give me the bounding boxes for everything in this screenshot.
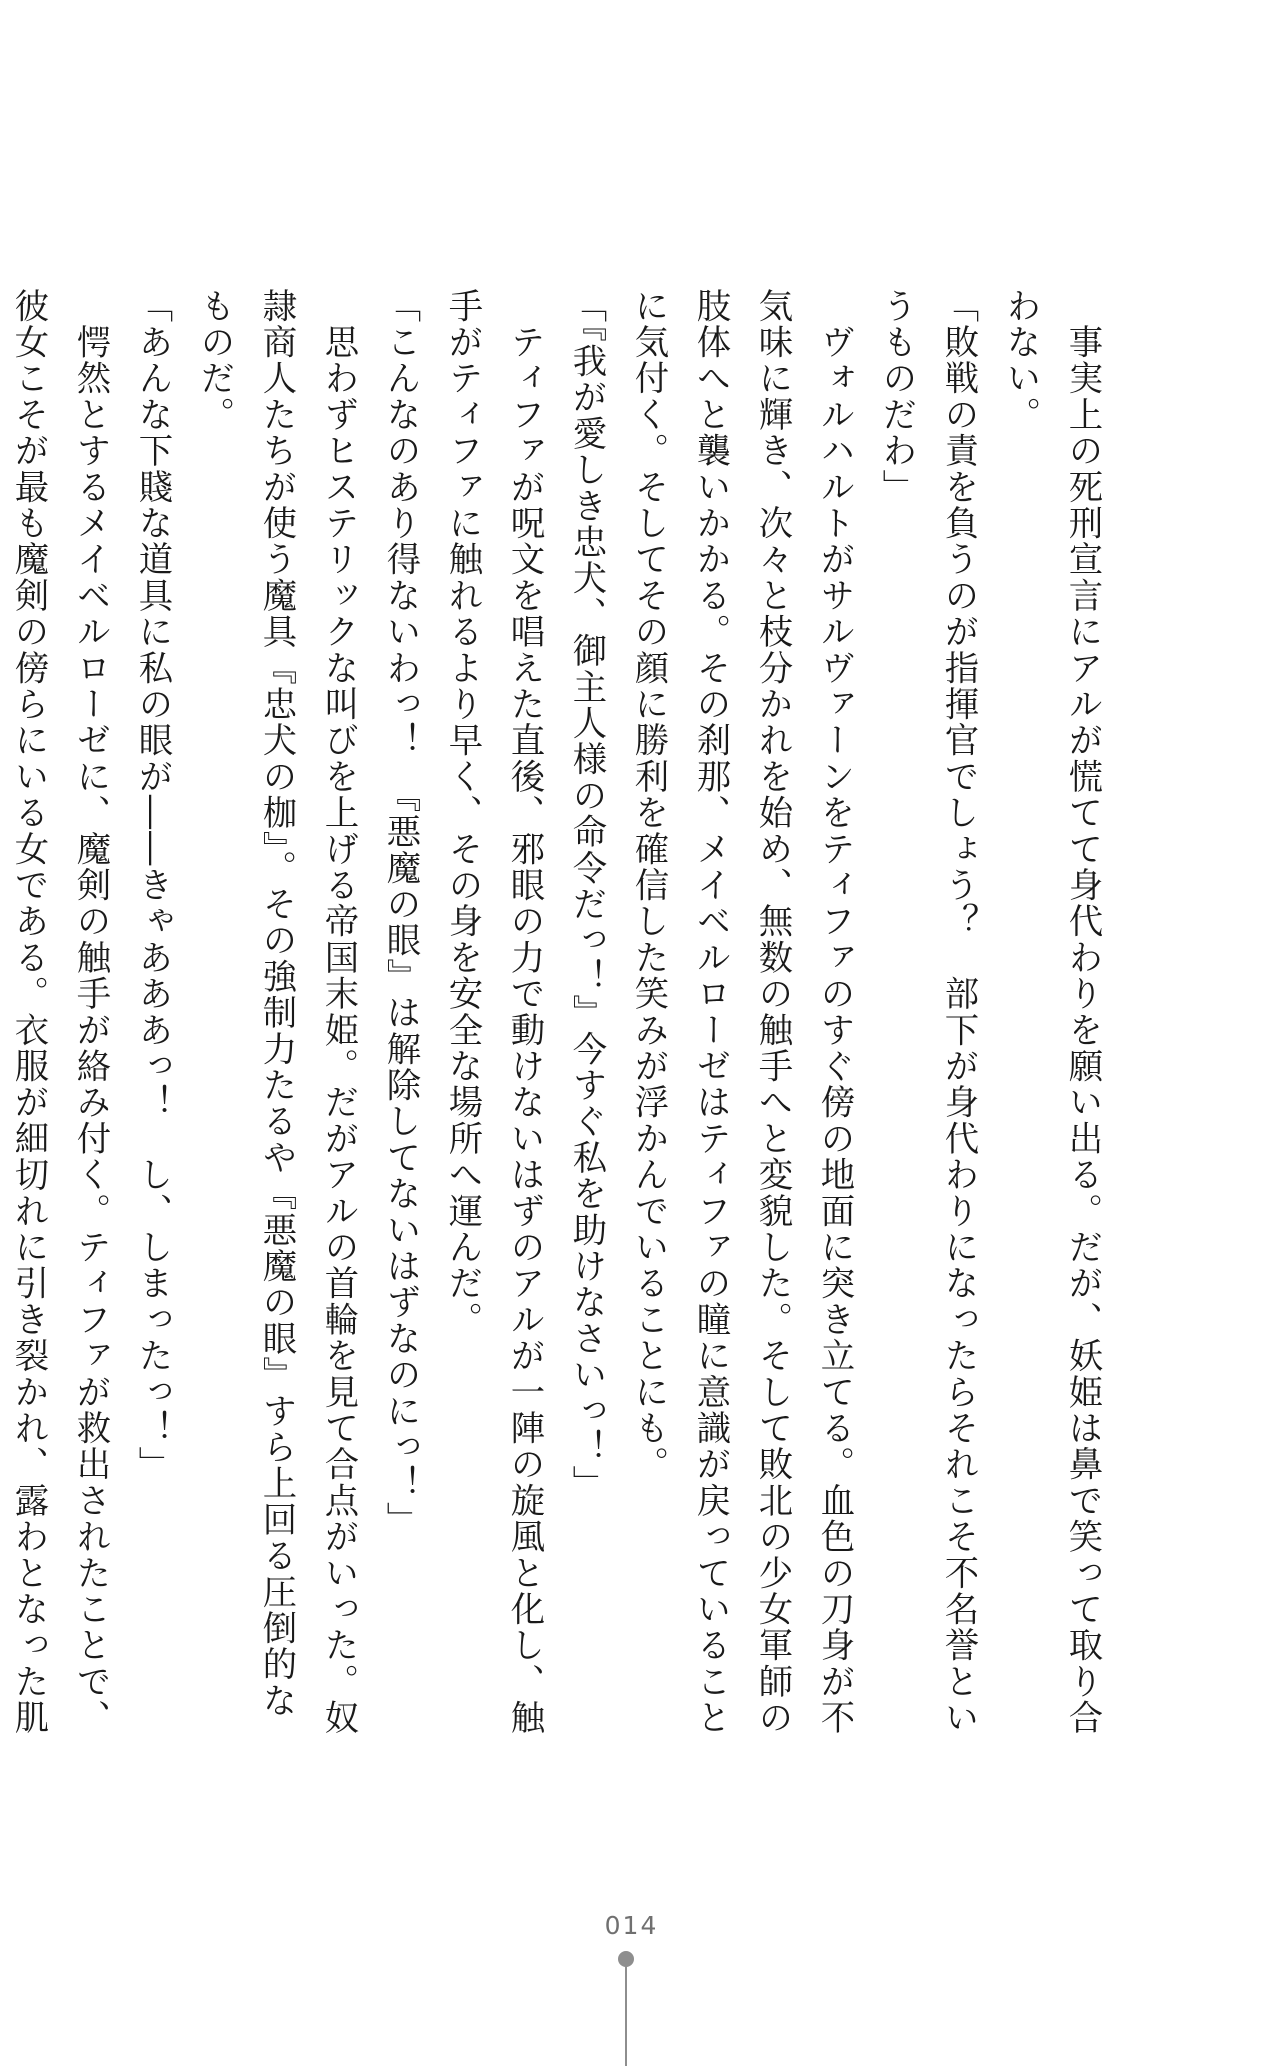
text-line: 「『我が愛しき忠犬、御主人様の命令だっ！』今すぐ私を助けなさいっ！」 bbox=[566, 288, 606, 1502]
text-line: 気味に輝き、次々と枝分かれを始め、無数の触手へと変貌した。そして敗北の少女軍師の bbox=[752, 288, 792, 1736]
text-line: ヴォルハルトがサルヴァーンをティファのすぐ傍の地面に突き立てる。血色の刀身が不 bbox=[814, 288, 854, 1736]
text-line: 「敗戦の責を負うのが指揮官でしょう？ 部下が身代わりになったらそれこそ不名誉とい bbox=[938, 288, 978, 1736]
text-line: ティファが呪文を唱えた直後、邪眼の力で動けないはずのアルが一陣の旋風と化し、触 bbox=[504, 288, 544, 1736]
text-line: 「こんなのあり得ないわっ！ 『悪魔の眼』は解除してないはずなのにっ！」 bbox=[380, 288, 420, 1538]
text-line: 愕然とするメイベルローゼに、魔剣の触手が絡み付く。ティファが救出されたことで、 bbox=[70, 288, 110, 1736]
page-body bbox=[8, 288, 1113, 1736]
text-line: 事実上の死刑宣言にアルが慌てて身代わりを願い出る。だが、妖姫は鼻で笑って取り合 bbox=[1062, 288, 1102, 1736]
page-marker-line bbox=[625, 1965, 627, 2066]
text-line: 「あんな下賤な道具に私の眼が――きゃあああっ！ し、しまったっ！」 bbox=[132, 288, 172, 1483]
text-line: 隷商人たちが使う魔具『忠犬の枷』。その強制力たるや『悪魔の眼』すら上回る圧倒的な bbox=[256, 288, 296, 1719]
text-line: 手がティファに触れるより早く、その身を安全な場所へ運んだ。 bbox=[442, 288, 482, 1338]
text-line: に気付く。そしてその顔に勝利を確信した笑みが浮かんでいることにも。 bbox=[628, 288, 668, 1483]
text-line: 思わずヒステリックな叫びを上げる帝国末姫。だがアルの首輪を見て合点がいった。奴 bbox=[318, 288, 358, 1736]
text-line: 肢体へと襲いかかる。その刹那、メイベルローゼはティファの瞳に意識が戻っていること bbox=[690, 288, 730, 1736]
text-line: ものだ。 bbox=[194, 288, 234, 433]
page-number: 014 bbox=[604, 1911, 659, 1940]
text-line: わない。 bbox=[1000, 288, 1040, 433]
text-line: 彼女こそが最も魔剣の傍らにいる女である。衣服が細切れに引き裂かれ、露わとなった肌 bbox=[8, 288, 48, 1736]
text-line: うものだわ」 bbox=[876, 288, 916, 506]
